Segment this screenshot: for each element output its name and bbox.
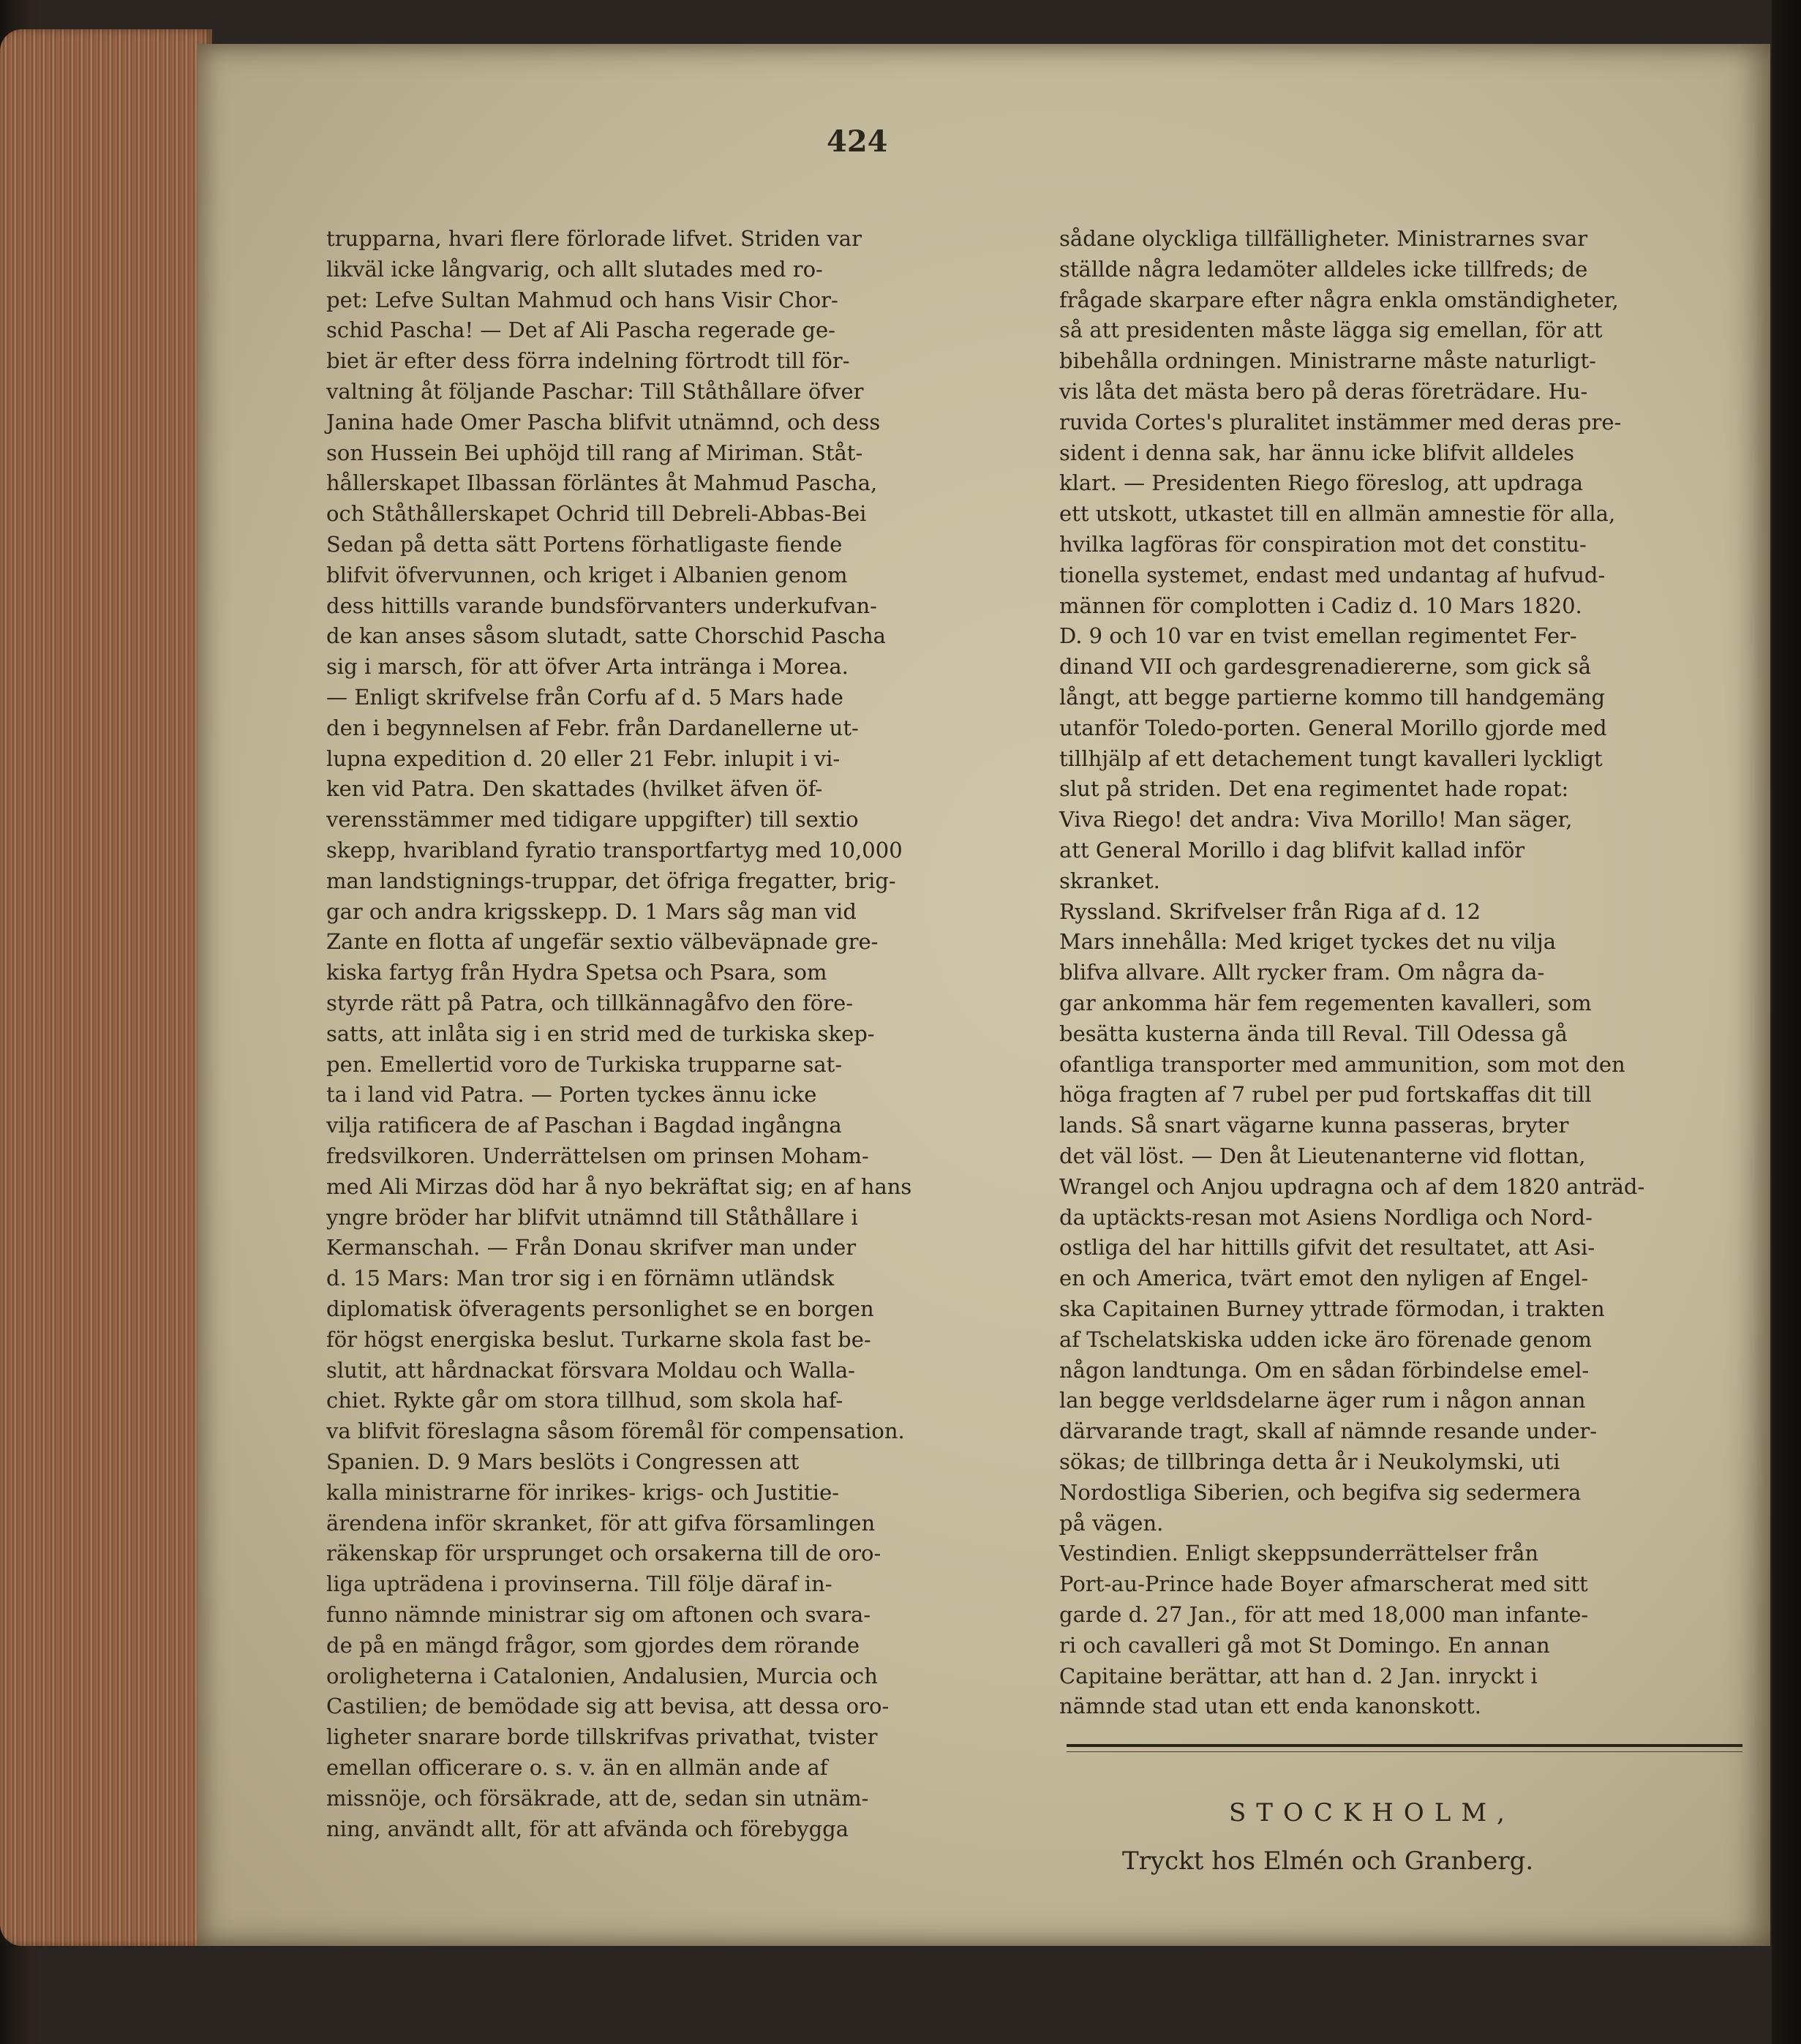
text-line: ken vid Patra. Den skattades (hvilket äfven öf-: [326, 776, 823, 802]
text-line: kalla ministrarne för inrikes- krigs- och Justitie-: [326, 1479, 840, 1505]
text-line: lan begge verldsdelarne äger rum i någon annan: [1059, 1388, 1586, 1413]
text-line: på vägen.: [1059, 1510, 1164, 1536]
text-line: Vestindien. Enligt skeppsunderrättelser från: [1059, 1541, 1539, 1566]
text-line: man landstignings-truppar, det öfriga fregatter, brig-: [326, 868, 896, 893]
text-line: lands. Så snart vägarne kunna passeras, bryter: [1059, 1113, 1569, 1138]
text-line: skepp, hvaribland fyratio transportfartyg med 10,000: [326, 838, 903, 863]
text-line: hållerskapet Ilbassan förläntes åt Mahmud Pascha,: [326, 470, 878, 496]
text-line: ostliga del har hittills gifvit det resultatet, att Asi-: [1059, 1235, 1595, 1260]
text-line: Nordostliga Siberien, och begifva sig sedermera: [1059, 1479, 1582, 1505]
text-line: de kan anses såsom slutadt, satte Chorschid Pascha: [326, 623, 886, 649]
text-line: D. 9 och 10 var en tvist emellan regimentet Fer-: [1059, 623, 1577, 649]
text-line: kiska fartyg från Hydra Spetsa och Psara, som: [326, 960, 827, 985]
text-line: Mars innehålla: Med kriget tyckes det nu vilja: [1059, 929, 1556, 955]
text-line: frågade skarpare efter några enkla omständigheter,: [1059, 287, 1619, 312]
text-line: slut på striden. Det ena regimentet hade ropat:: [1059, 776, 1569, 802]
text-line: det väl löst. — Den åt Lieutenanterne vid flottan,: [1059, 1143, 1586, 1168]
text-line: ärendena inför skranket, för att gifva församlingen: [326, 1510, 876, 1536]
text-line: lupna expedition d. 20 eller 21 Febr. inlupit i vi-: [326, 745, 841, 771]
text-line: trupparna, hvari flere förlorade lifvet. Striden var: [326, 226, 862, 251]
text-line: en och America, tvärt emot den nyligen af Engel-: [1059, 1266, 1589, 1291]
text-line: Viva Riego! det andra: Viva Morillo! Man säger,: [1059, 807, 1573, 833]
text-line: höga fragten af 7 rubel per pud fortskaffas dit till: [1059, 1082, 1592, 1108]
colophon-rule-thin: [1067, 1751, 1742, 1752]
text-line: gar och andra krigsskepp. D. 1 Mars såg man vid: [326, 898, 857, 924]
text-line: Kermanschah. — Från Donau skrifver man under: [326, 1235, 857, 1260]
text-line: likväl icke långvarig, och allt slutades med ro-: [326, 256, 823, 282]
text-line: yngre bröder har blifvit utnämnd till Ståthållare i: [326, 1204, 858, 1230]
text-line: diplomatisk öfveragents personlighet se en borgen: [326, 1296, 874, 1321]
text-line: d. 15 Mars: Man tror sig i en förnämn utländsk: [326, 1266, 835, 1291]
text-line: Sedan på detta sätt Portens förhatligaste fiende: [326, 532, 843, 557]
text-line: de på en mängd frågor, som gjordes dem rörande: [326, 1632, 860, 1658]
text-line: den i begynnelsen af Febr. från Dardanellerne ut-: [326, 715, 859, 740]
text-line: vis låta det mästa bero på deras företrädare. Hu-: [1059, 379, 1588, 404]
text-line: Spanien. D. 9 Mars beslöts i Congressen att: [326, 1449, 800, 1474]
colophon-rule: [1067, 1744, 1742, 1747]
text-line: klart. — Presidenten Riego föreslog, att updraga: [1059, 470, 1584, 496]
text-line: ofantliga transporter med ammunition, som mot den: [1059, 1051, 1625, 1077]
text-line: Port-au-Prince hade Boyer afmarscherat med sitt: [1059, 1571, 1588, 1597]
text-line: därvarande tragt, skall af nämnde resande under-: [1059, 1419, 1598, 1444]
text-line: hvilka lagföras för conspiration mot det constitu-: [1059, 532, 1587, 557]
text-line: ning, användt allt, för att afvända och förebygga: [326, 1816, 849, 1841]
text-line: va blifvit föreslagna såsom föremål för compensation.: [326, 1419, 905, 1444]
text-line: — Enligt skrifvelse från Corfu af d. 5 Mars hade: [326, 685, 843, 710]
text-line: sident i denna sak, har ännu icke blifvit alldeles: [1059, 440, 1575, 465]
text-line: för högst energiska beslut. Turkarne skola fast be-: [326, 1326, 871, 1352]
text-line: af Tschelatskiska udden icke äro förenade genom: [1059, 1326, 1593, 1352]
text-line: Castilien; de bemödade sig att bevisa, att dessa oro-: [326, 1694, 890, 1719]
text-line: gar ankomma här fem regementen kavalleri, som: [1059, 991, 1592, 1015]
text-line: besätta kusterna ända till Reval. Till Odessa gå: [1059, 1021, 1568, 1046]
text-line: med Ali Mirzas död har å nyo bekräftat sig; en af hans: [326, 1173, 912, 1199]
text-line: ta i land vid Patra. — Porten tyckes ännu icke: [326, 1082, 817, 1108]
text-line: styrde rätt på Patra, och tillkännagåfvo den före-: [326, 991, 854, 1015]
page-number: 424: [827, 124, 888, 159]
text-line: slutit, att hårdnackat försvara Moldau och Walla-: [326, 1357, 855, 1383]
text-line: tionella systemet, endast med undantag af hufvud-: [1059, 562, 1606, 587]
text-line: ligheter snarare borde tillskrifvas privathat, tvister: [326, 1724, 878, 1750]
text-line: någon landtunga. Om en sådan förbindelse emel-: [1059, 1357, 1590, 1383]
text-line: nämnde stad utan ett enda kanonskott.: [1059, 1694, 1481, 1719]
text-line: dinand VII och gardesgrenadiererne, som gick så: [1059, 654, 1592, 680]
text-line: sökas; de tillbringa detta år i Neukolymski, uti: [1059, 1449, 1560, 1474]
text-line: sådane olyckliga tillfälligheter. Ministrarnes svar: [1059, 226, 1588, 251]
text-line: ri och cavalleri gå mot St Domingo. En annan: [1059, 1632, 1550, 1658]
text-line: blifvit öfvervunnen, och kriget i Albanien genom: [326, 562, 848, 587]
text-line: skranket.: [1059, 868, 1160, 893]
text-line: Wrangel och Anjou updragna och af dem 1820 anträd-: [1059, 1173, 1645, 1199]
text-line: funno nämnde ministrar sig om aftonen och svara-: [326, 1602, 871, 1627]
text-line: fredsvilkoren. Underrättelsen om prinsen Moham-: [326, 1143, 869, 1168]
text-line: pet: Lefve Sultan Mahmud och hans Visir Chor-: [326, 287, 838, 312]
text-line: son Hussein Bei uphöjd till rang af Miriman. Ståt-: [326, 440, 863, 465]
text-line: dess hittills varande bundsförvanters underkufvan-: [326, 593, 877, 618]
text-line: da uptäckts-resan mot Asiens Nordliga och Nord-: [1059, 1204, 1593, 1230]
text-line: Zante en flotta af ungefär sextio välbeväpnade gre-: [326, 929, 879, 955]
text-line: sig i marsch, för att öfver Arta inträngа i Morea.: [326, 654, 849, 680]
text-line: ett utskott, utkastet till en allmän amnestie för alla,: [1059, 501, 1616, 527]
text-line: Janina hade Omer Pascha blifvit utnämnd, och dess: [326, 409, 881, 435]
page-edges: [0, 29, 212, 1946]
text-line: oroligheterna i Catalonien, Andalusien, Murcia och: [326, 1663, 878, 1688]
text-line: Capitaine berättar, att han d. 2 Jan. inryckt i: [1059, 1663, 1538, 1688]
text-line: missnöje, och försäkrade, att de, sedan sin utnäm-: [326, 1785, 869, 1811]
binding-shadow: [1772, 0, 1801, 2044]
text-line: att General Morillo i dag blifvit kallad inför: [1059, 838, 1525, 863]
text-line: satts, att inlåta sig i en strid med de turkiska skep-: [326, 1021, 875, 1046]
text-line: ställde några ledamöter alldeles icke tillfreds; de: [1059, 256, 1588, 282]
text-line: garde d. 27 Jan., för att med 18,000 man infante-: [1059, 1602, 1589, 1627]
text-line: chiet. Rykte går om stora tillhud, som skola haf-: [326, 1388, 843, 1413]
text-line: så att presidenten måste lägga sig emellan, för att: [1059, 318, 1603, 343]
text-line: bibehålla ordningen. Ministrarne måste naturligt-: [1059, 348, 1596, 374]
text-line: ruvida Cortes's pluralitet instämmer med deras pre-: [1059, 409, 1622, 435]
colophon-city: STOCKHOLM,: [1229, 1798, 1515, 1827]
text-line: blifva allvare. Allt rycker fram. Om några da-: [1059, 960, 1545, 985]
text-line: schid Pascha! — Det af Ali Pascha regerade ge-: [326, 318, 835, 343]
text-line: tillhjälp af ett detachement tungt kavalleri lyckligt: [1059, 745, 1603, 771]
text-line: pen. Emellertid voro de Turkiska trupparne sat-: [326, 1051, 843, 1077]
text-line: vilja ratificera de af Paschan i Bagdad ingångna: [326, 1113, 842, 1138]
text-line: männen för complotten i Cadiz d. 10 Mars 1820.: [1059, 593, 1582, 618]
text-line: Ryssland. Skrifvelser från Riga af d. 12: [1059, 898, 1481, 924]
text-line: ska Capitainen Burney yttrade förmodan, i trakten: [1059, 1296, 1605, 1321]
text-line: biet är efter dess förra indelning förtrodt till för-: [326, 348, 850, 374]
text-line: valtning åt följande Paschar: Till Ståthållare öfver: [326, 379, 864, 404]
text-line: räkenskap för ursprunget och orsakerna till de oro-: [326, 1541, 881, 1566]
colophon-printer: Tryckt hos Elmén och Granberg.: [1122, 1846, 1534, 1876]
text-line: och Ståthållerskapet Ochrid till Debreli-Abbas-Bei: [326, 501, 867, 527]
text-line: emellan officerare o. s. v. än en allmän ande af: [326, 1755, 828, 1780]
text-line: verensstämmer med tidigare uppgifter) till sextio: [326, 807, 859, 833]
text-line: liga upträdena i provinserna. Till följe däraf in-: [326, 1571, 832, 1597]
text-line: utanför Toledo-porten. General Morillo gjorde med: [1059, 715, 1607, 740]
text-line: långt, att begge partierne kommo till handgemäng: [1059, 685, 1606, 710]
